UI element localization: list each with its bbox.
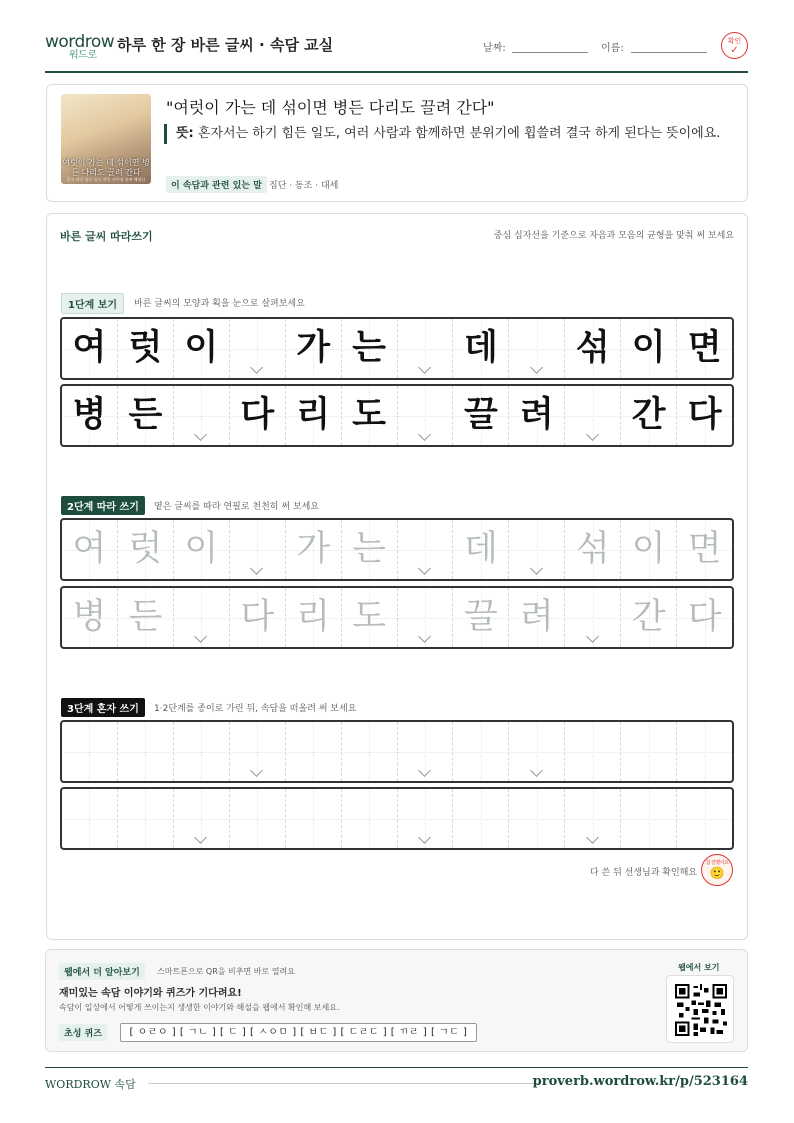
quiz-label: 초성 퀴즈 (59, 1024, 107, 1041)
space-mark-icon (194, 428, 207, 441)
char-cell[interactable] (118, 520, 174, 579)
name-label: 이름: (601, 43, 624, 54)
teacher-stamp-icon: 참 잘했어요 🙂 (701, 854, 733, 886)
char-cell[interactable] (286, 722, 342, 781)
tracing-row[interactable] (60, 586, 734, 649)
writing-row (60, 384, 734, 447)
space-cell (230, 319, 286, 378)
cell-char: 가 (296, 328, 331, 368)
space-mark-icon (418, 562, 431, 575)
proverb-quote: "여럿이 가는 데 섞이면 병든 다리도 끌려 간다" (166, 98, 495, 117)
cell-char: 병 (72, 395, 107, 435)
space-mark-icon (194, 831, 207, 844)
char-cell[interactable] (509, 789, 565, 848)
char-cell[interactable] (342, 588, 398, 647)
cell-char: 다 (687, 395, 722, 435)
cell-char: 병 (72, 597, 107, 637)
char-cell[interactable] (621, 520, 677, 579)
char-cell (453, 386, 509, 445)
chosung-quiz: [ ㅇㄹㅇ ] [ ㄱㄴ ] [ ㄷ ] [ ㅅㅇㅁ ] [ ㅂㄷ ] [ ㄷㄹㄷ ] [ ㄲㄹ ] [ ㄱㄷ ] (120, 1023, 477, 1042)
date-field[interactable] (512, 52, 588, 53)
space-cell (398, 319, 454, 378)
char-cell[interactable] (565, 722, 621, 781)
cell-char: 려 (519, 395, 554, 435)
char-cell[interactable] (118, 588, 174, 647)
footer-url[interactable]: proverb.wordrow.kr/p/523164 (532, 1074, 748, 1089)
char-cell[interactable] (621, 588, 677, 647)
space-mark-icon (418, 361, 431, 374)
space-cell (174, 386, 230, 445)
cell-char: 섞 (575, 529, 610, 569)
web-headline: 재미있는 속담 이야기와 퀴즈가 기다려요! (59, 988, 242, 999)
footer-divider (148, 1083, 540, 1084)
cell-char: 도 (352, 395, 386, 435)
practice-title: 바른 글씨 따라쓰기 (60, 230, 153, 243)
space-cell[interactable] (398, 520, 454, 579)
cell-char: 면 (687, 328, 722, 368)
char-cell[interactable] (453, 520, 509, 579)
cell-char: 는 (352, 529, 386, 569)
step-1-desc: 바른 글씨의 모양과 획을 눈으로 살펴보세요 (134, 299, 305, 309)
proverb-card (46, 84, 748, 202)
cell-char: 여 (72, 328, 107, 368)
cell-char: 든 (128, 597, 163, 637)
page-header (45, 28, 748, 73)
web-badge: 웹에서 더 알아보기 (59, 963, 145, 980)
space-mark-icon (250, 361, 263, 374)
char-cell[interactable] (453, 588, 509, 647)
char-cell[interactable] (118, 789, 174, 848)
illustration-title: 여럿이 가는 데 섞이면 병든 다리도 끌려 간다 (62, 158, 150, 177)
cell-char: 끌 (464, 395, 498, 435)
web-desc: 속담이 일상에서 어떻게 쓰이는지 생생한 이야기와 해설을 웹에서 확인해 보세요. (59, 1003, 340, 1012)
cell-char: 데 (464, 529, 498, 569)
cell-char: 럿 (128, 529, 163, 569)
space-cell[interactable] (565, 789, 621, 848)
space-cell[interactable] (174, 789, 230, 848)
qr-label: 웹에서 보기 (678, 963, 720, 972)
cell-char: 려 (519, 597, 554, 637)
related-words: 집단 · 동조 · 대세 (269, 181, 339, 191)
cell-char: 가 (296, 529, 331, 569)
space-mark-icon (586, 428, 599, 441)
cell-char: 다 (687, 597, 722, 637)
cell-char: 다 (240, 395, 275, 435)
space-mark-icon (530, 562, 543, 575)
space-cell[interactable] (509, 722, 565, 781)
step-3-badge: 3단계 혼자 쓰기 (61, 698, 145, 717)
cell-char: 이 (631, 328, 666, 368)
char-cell[interactable] (677, 520, 732, 579)
char-cell (621, 386, 677, 445)
meaning-label: 뜻: (176, 126, 194, 141)
char-cell (342, 319, 398, 378)
teacher-check-text: 다 쓴 뒤 선생님과 확인해요 (590, 868, 698, 878)
space-mark-icon (530, 764, 543, 777)
char-cell[interactable] (453, 789, 509, 848)
cell-char: 간 (631, 597, 666, 637)
char-cell[interactable] (174, 520, 230, 579)
proverb-meaning (164, 124, 724, 144)
char-cell (174, 319, 230, 378)
step-2-desc: 옅은 글씨를 따라 연필로 천천히 써 보세요 (154, 502, 319, 512)
qr-code-icon[interactable] (666, 975, 734, 1043)
char-cell[interactable] (677, 588, 732, 647)
space-cell[interactable] (398, 722, 454, 781)
wordrow-logo: wordrow 워드로 (45, 32, 115, 61)
space-cell[interactable] (230, 520, 286, 579)
space-mark-icon (194, 630, 207, 643)
space-mark-icon (586, 831, 599, 844)
char-cell[interactable] (565, 520, 621, 579)
space-mark-icon (530, 361, 543, 374)
footer-rule (45, 1067, 748, 1068)
char-cell (118, 386, 174, 445)
char-cell (286, 319, 342, 378)
cell-char: 면 (687, 529, 722, 569)
char-cell (677, 319, 732, 378)
date-label: 날짜: (483, 43, 506, 54)
char-cell[interactable] (286, 520, 342, 579)
space-cell[interactable] (509, 520, 565, 579)
space-mark-icon (586, 630, 599, 643)
space-mark-icon (250, 562, 263, 575)
cell-char: 든 (128, 395, 163, 435)
char-cell[interactable] (286, 588, 342, 647)
cell-char: 도 (352, 597, 386, 637)
char-cell[interactable] (621, 789, 677, 848)
char-cell[interactable] (509, 588, 565, 647)
char-cell[interactable] (677, 722, 732, 781)
writing-row (60, 317, 734, 380)
footer-brand: WORDROW 속담 (45, 1078, 136, 1091)
char-cell (677, 386, 732, 445)
web-info-box (45, 949, 748, 1052)
cell-char: 이 (631, 529, 666, 569)
space-cell[interactable] (398, 588, 454, 647)
step-3-desc: 1·2단계를 종이로 가린 뒤, 속담을 떠올려 써 보세요 (154, 704, 357, 714)
char-cell[interactable] (62, 789, 118, 848)
cell-char: 섞 (575, 328, 610, 368)
space-mark-icon (418, 428, 431, 441)
name-field[interactable] (631, 52, 707, 53)
cell-char: 리 (296, 597, 331, 637)
cell-char: 이 (184, 529, 219, 569)
check-stamp-icon: 확인 ✓ (721, 32, 748, 59)
char-cell[interactable] (342, 789, 398, 848)
char-cell[interactable] (230, 588, 286, 647)
char-cell (286, 386, 342, 445)
char-cell[interactable] (174, 722, 230, 781)
cell-char: 리 (296, 395, 331, 435)
related-label: 이 속담과 관련 있는 말 (166, 176, 267, 193)
cell-char: 럿 (128, 328, 163, 368)
char-cell[interactable] (621, 722, 677, 781)
char-cell (621, 319, 677, 378)
char-cell[interactable] (342, 520, 398, 579)
step-1-badge: 1단계 보기 (61, 293, 124, 314)
char-cell (453, 319, 509, 378)
cell-char: 는 (352, 328, 386, 368)
page-title: 하루 한 장 바른 글씨 · 속담 교실 (117, 36, 334, 54)
tracing-row[interactable] (60, 518, 734, 581)
cell-char: 끌 (464, 597, 498, 637)
char-cell[interactable] (677, 789, 732, 848)
char-cell (509, 386, 565, 445)
space-cell (398, 386, 454, 445)
char-cell (62, 386, 118, 445)
cell-char: 데 (464, 328, 498, 368)
space-mark-icon (418, 630, 431, 643)
step-2-badge: 2단계 따라 쓰기 (61, 496, 145, 515)
char-cell[interactable] (342, 722, 398, 781)
space-mark-icon (418, 831, 431, 844)
cell-char: 다 (240, 597, 275, 637)
char-cell[interactable] (286, 789, 342, 848)
space-cell[interactable] (398, 789, 454, 848)
char-cell (118, 319, 174, 378)
practice-hint: 중심 십자선을 기준으로 자음과 모음의 균형을 맞춰 써 보세요 (493, 231, 734, 241)
blank-row[interactable] (60, 787, 734, 850)
char-cell (342, 386, 398, 445)
cell-char: 이 (184, 328, 219, 368)
char-cell (62, 319, 118, 378)
char-cell[interactable] (62, 722, 118, 781)
char-cell[interactable] (230, 789, 286, 848)
cell-char: 여 (72, 529, 107, 569)
blank-row[interactable] (60, 720, 734, 783)
cell-char: 간 (631, 395, 666, 435)
web-badge-hint: 스마트폰으로 QR을 비추면 바로 열려요 (157, 967, 295, 976)
space-cell[interactable] (565, 588, 621, 647)
char-cell[interactable] (453, 722, 509, 781)
space-cell[interactable] (174, 588, 230, 647)
space-cell (565, 386, 621, 445)
char-cell[interactable] (118, 722, 174, 781)
proverb-illustration (61, 94, 151, 184)
logo-subtitle: 워드로 (69, 50, 97, 61)
space-mark-icon (250, 764, 263, 777)
space-mark-icon (418, 764, 431, 777)
char-cell (565, 319, 621, 378)
char-cell[interactable] (62, 520, 118, 579)
illustration-caption: 혼자 하기 힘든 일도 여럿 사이에 섞여 해낸다 (66, 177, 146, 182)
meaning-text: 혼자서는 하기 힘든 일도, 여러 사람과 함께하면 분위기에 휩쓸려 결국 하게 된다는 뜻이에요. (197, 126, 721, 141)
char-cell (230, 386, 286, 445)
space-cell (509, 319, 565, 378)
char-cell[interactable] (62, 588, 118, 647)
space-cell[interactable] (230, 722, 286, 781)
